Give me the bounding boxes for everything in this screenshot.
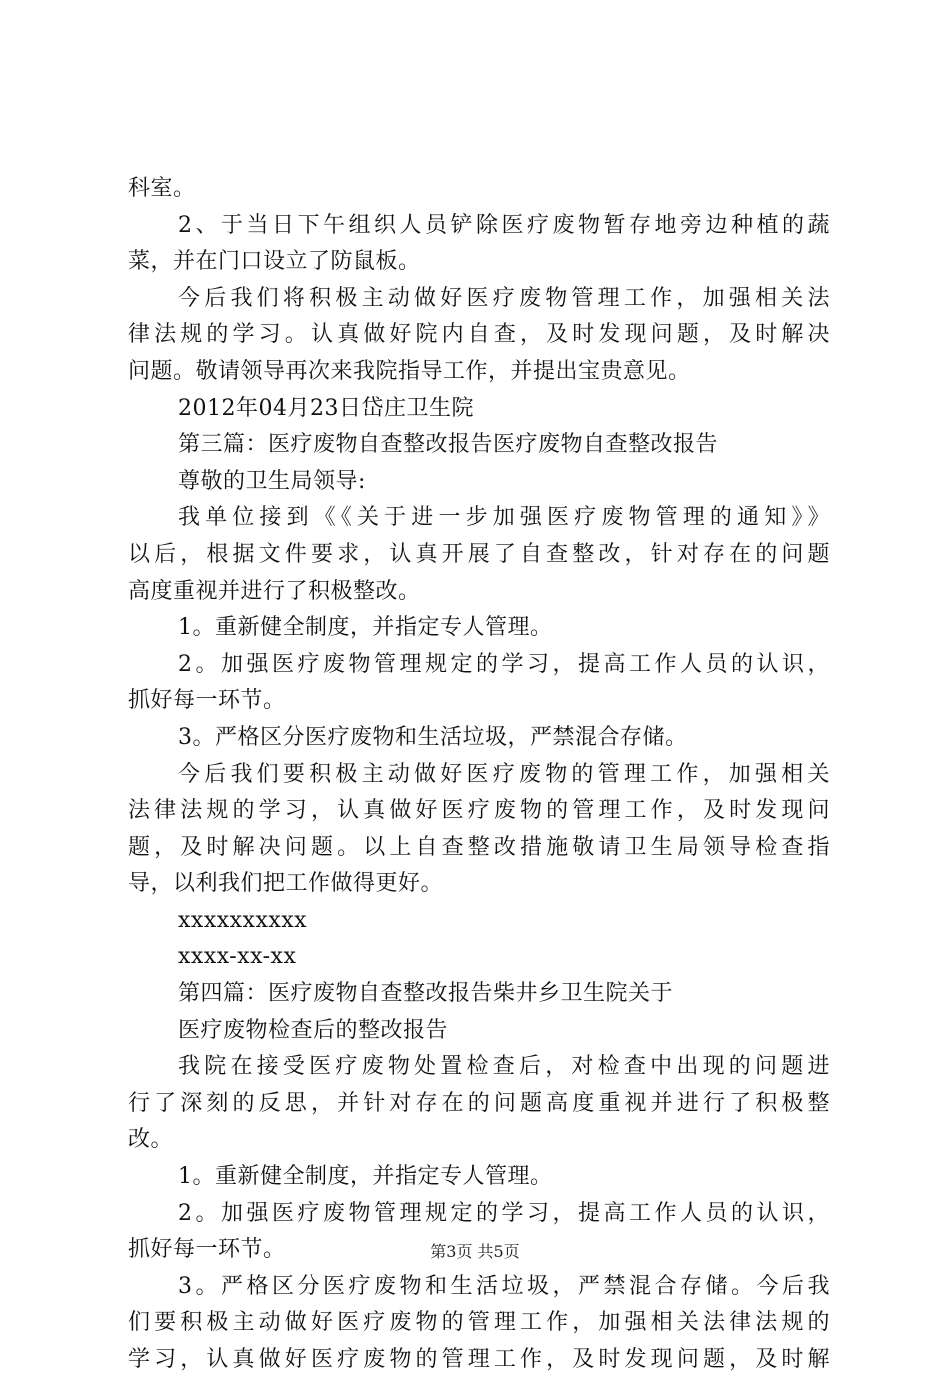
list-item: 2。加强医疗废物管理规定的学习，提高工作人员的认识， bbox=[178, 651, 830, 677]
text-line: 今后我们将积极主动做好医疗废物管理工作，加强相关法 bbox=[178, 285, 830, 311]
text-line: 以后，根据文件要求，认真开展了自查整改，针对存在的问题 bbox=[128, 541, 830, 567]
text-line: 导，以利我们把工作做得更好。 bbox=[128, 871, 444, 897]
text-line: 学习，认真做好医疗废物的管理工作，及时发现问题，及时解 bbox=[128, 1347, 830, 1372]
list-item: 1。重新健全制度，并指定专人管理。 bbox=[178, 615, 553, 641]
text-line: 2012年04月23日岱庄卫生院 bbox=[178, 395, 474, 421]
list-item: 1。重新健全制度，并指定专人管理。 bbox=[178, 1164, 553, 1190]
list-item: 3。严格区分医疗废物和生活垃圾，严禁混合存储。 bbox=[178, 724, 688, 750]
text-line: 抓好每一环节。 bbox=[128, 688, 286, 714]
text-line: 行了深刻的反思，并针对存在的问题高度重视并进行了积极整 bbox=[128, 1090, 830, 1116]
text-line: 我院在接受医疗废物处置检查后，对检查中出现的问题进 bbox=[178, 1054, 830, 1080]
list-item: 3。严格区分医疗废物和生活垃圾，严禁混合存储。今后我 bbox=[178, 1273, 830, 1299]
text-line: 今后我们要积极主动做好医疗废物的管理工作，加强相关 bbox=[178, 761, 830, 787]
text-line: 尊敬的卫生局领导: bbox=[178, 468, 366, 494]
text-line: 科室。 bbox=[128, 176, 196, 201]
list-item: 2。加强医疗废物管理规定的学习，提高工作人员的认识， bbox=[178, 1200, 830, 1226]
text-line: 抓好每一环节。 bbox=[128, 1237, 286, 1263]
text-line: 改。 bbox=[128, 1127, 174, 1153]
date-line: xxxx-xx-xx bbox=[178, 944, 297, 970]
page-number-footer: 第3页 共5页 bbox=[430, 1242, 520, 1261]
text-line: 菜，并在门口设立了防鼠板。 bbox=[128, 249, 421, 275]
section-heading: 第三篇：医疗废物自查整改报告医疗废物自查整改报告 bbox=[178, 432, 719, 458]
text-line: 律法规的学习。认真做好院内自查，及时发现问题，及时解决 bbox=[128, 322, 830, 348]
text-line: 2、于当日下午组织人员铲除医疗废物暂存地旁边种植的蔬 bbox=[178, 212, 830, 238]
text-line: 们要积极主动做好医疗废物的管理工作，加强相关法律法规的 bbox=[128, 1310, 830, 1336]
text-line: 我单位接到《《关于进一步加强医疗废物管理的通知》》 bbox=[178, 505, 830, 531]
text-line: 问题。敬请领导再次来我院指导工作，并提出宝贵意见。 bbox=[128, 358, 691, 384]
text-line: 法律法规的学习，认真做好医疗废物的管理工作，及时发现问 bbox=[128, 798, 830, 824]
signature-line: xxxxxxxxxx bbox=[178, 907, 308, 933]
section-heading: 第四篇：医疗废物自查整改报告柴井乡卫生院关于 bbox=[178, 981, 674, 1007]
document-body bbox=[128, 171, 830, 1379]
section-heading: 医疗废物检查后的整改报告 bbox=[178, 1017, 449, 1043]
text-line: 高度重视并进行了积极整改。 bbox=[128, 578, 421, 604]
text-line: 题，及时解决问题。以上自查整改措施敬请卫生局领导检查指 bbox=[128, 834, 830, 860]
